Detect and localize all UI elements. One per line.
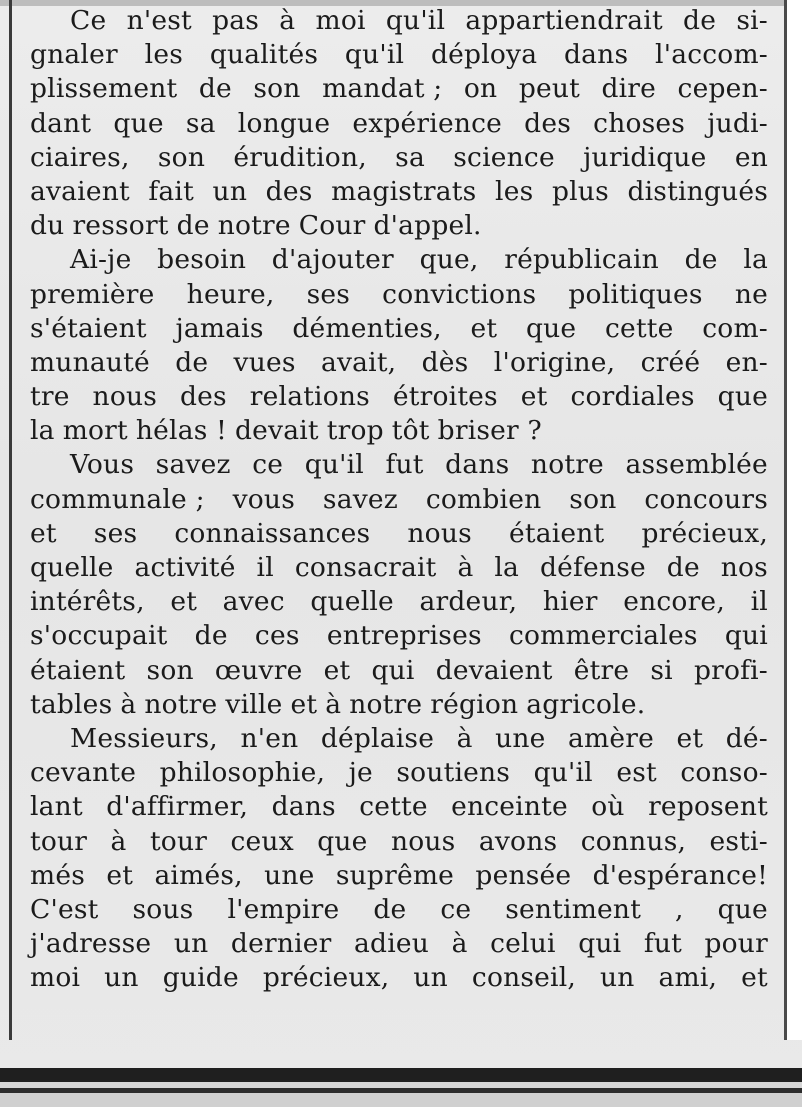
word: ce (440, 893, 472, 925)
word: dire (601, 73, 657, 105)
word: juridique (583, 141, 707, 173)
word: précieux, (641, 517, 768, 549)
word: fut (385, 449, 424, 481)
text-line (30, 961, 768, 995)
word: tour (30, 825, 88, 857)
word: défense (539, 552, 646, 583)
word: ville (225, 688, 283, 720)
word: cepen- (677, 73, 768, 105)
word: ne (734, 278, 768, 310)
word: qui (724, 620, 768, 652)
word: savez (322, 483, 398, 515)
word: et (30, 517, 57, 549)
word: combien (425, 483, 542, 515)
text-line (30, 517, 768, 551)
word: sentiment (505, 893, 642, 925)
word: profi- (693, 654, 768, 686)
word: encore, (623, 586, 725, 618)
word: qui (578, 928, 622, 960)
word: politiques (568, 278, 703, 310)
word: s'étaient (30, 312, 147, 344)
word: convictions (382, 278, 537, 310)
word: un (173, 928, 209, 960)
word: longue (237, 107, 331, 139)
word: on (463, 73, 498, 105)
word: un (104, 962, 139, 994)
word: il (256, 552, 274, 583)
word: d'espérance! (592, 859, 768, 891)
word: si- (736, 5, 768, 36)
word: plus (551, 175, 609, 207)
word: com- (702, 312, 768, 344)
word: commerciales (508, 620, 698, 652)
word: nous (407, 517, 472, 549)
word: esti- (709, 825, 768, 857)
word: , (675, 893, 684, 925)
word: démenties, (292, 312, 442, 344)
word: appartiendrait (465, 5, 663, 36)
word: déploya (431, 39, 538, 71)
word: choses (593, 107, 686, 139)
word: région (430, 688, 519, 720)
word: connaissances (174, 517, 371, 549)
word: avait, (320, 346, 397, 378)
word: dès (421, 346, 469, 378)
word: d'ajouter (271, 244, 394, 276)
word: je (348, 757, 373, 789)
word: agricole. (526, 688, 646, 720)
word: Cour (298, 210, 366, 242)
word: relations (249, 381, 370, 413)
word: être (573, 654, 630, 686)
word: dant (30, 107, 92, 139)
word: lant (30, 791, 83, 823)
word: à (110, 825, 127, 857)
word: des (265, 175, 313, 207)
word: munauté (30, 346, 150, 378)
text-line (30, 278, 768, 312)
word: si (650, 654, 673, 686)
word: républicain (504, 244, 659, 276)
word: dernier (230, 928, 332, 960)
word: Ce (70, 5, 107, 36)
word: cette (359, 791, 428, 823)
word: Ai-je (70, 244, 132, 276)
word: suprême (335, 859, 455, 891)
word: ciaires, (30, 141, 130, 173)
word: à (120, 688, 137, 720)
text-line (30, 448, 768, 482)
word: ses (306, 278, 351, 310)
word: est (616, 757, 657, 789)
word: enceinte (451, 791, 568, 823)
word: ce (252, 449, 284, 481)
text-line (30, 619, 768, 653)
article-body (30, 4, 768, 995)
word: mort (62, 415, 128, 447)
word: cette (605, 312, 674, 344)
word: adieu (354, 928, 430, 960)
word: devaient (435, 654, 553, 686)
word: et (323, 654, 351, 686)
word: C'est (30, 893, 99, 925)
word: plissement (30, 73, 178, 105)
word: la (743, 244, 768, 276)
word: une (495, 722, 546, 754)
text-line (30, 585, 768, 619)
word: la (494, 552, 520, 583)
word: précieux, (262, 962, 390, 994)
word: ressort (72, 210, 169, 242)
word: en (734, 141, 768, 173)
word: judi- (707, 107, 768, 139)
word: d'affirmer, (106, 791, 249, 823)
word: son (253, 73, 301, 105)
text-line (30, 38, 768, 72)
text-line (30, 209, 768, 243)
word: des (524, 107, 572, 139)
word: de (176, 210, 210, 242)
word: s'occupait (30, 620, 168, 652)
word: soutiens (396, 757, 511, 789)
word: dé- (725, 722, 768, 754)
word: et (741, 962, 768, 994)
word: et (106, 859, 134, 891)
word: quelle (310, 586, 394, 618)
left-column-rule (9, 0, 12, 1040)
word: nos (720, 552, 768, 583)
word: moi (315, 5, 366, 36)
text-line (30, 175, 768, 209)
word: que (717, 893, 768, 925)
text-line (30, 551, 768, 585)
word: qu'il (533, 757, 593, 789)
word: étaient (30, 654, 126, 686)
word: tour (149, 825, 208, 857)
text-line (30, 654, 768, 688)
word: dans (445, 449, 510, 481)
text-line (30, 859, 768, 893)
word: ami, (658, 962, 718, 994)
word: celui (490, 928, 556, 960)
word: més (30, 859, 86, 891)
word: consacrait (294, 552, 437, 583)
word: œuvre (214, 654, 303, 686)
word: heure, (186, 278, 275, 310)
word: cevante (30, 757, 137, 789)
word: assemblée (625, 449, 768, 481)
word: les (495, 175, 534, 207)
word: ses (93, 517, 138, 549)
word: ardeur, (419, 586, 518, 618)
word: l'empire (227, 893, 340, 925)
word: son (146, 654, 194, 686)
word: déplaise (320, 722, 435, 754)
word: Vous (70, 449, 135, 481)
word: la (30, 415, 55, 447)
word: briser ? (437, 415, 542, 447)
word: que, (419, 244, 479, 276)
word: trop (326, 415, 384, 447)
word: un (600, 962, 635, 994)
word: conseil, (471, 962, 577, 994)
word: entreprises (326, 620, 482, 652)
bottom-rule-base (0, 1093, 802, 1107)
text-line (30, 688, 768, 722)
word: pensée (475, 859, 572, 891)
word: notre (144, 688, 218, 720)
word: conso- (680, 757, 768, 789)
word: à (279, 5, 296, 36)
word: étroites (392, 381, 498, 413)
word: étaient (508, 517, 605, 549)
word: son (569, 483, 617, 515)
word: et (170, 586, 198, 618)
text-line (30, 927, 768, 961)
word: en- (725, 346, 768, 378)
word: et (290, 688, 318, 720)
word: qu'il (344, 39, 405, 71)
word: que (113, 107, 164, 139)
bottom-rules (0, 1068, 802, 1107)
word: guide (162, 962, 239, 994)
word: pas (212, 5, 260, 36)
word: philosophie, (159, 757, 326, 789)
word: connus, (580, 825, 687, 857)
word: intérêts, (30, 586, 145, 618)
word: nous (390, 825, 456, 857)
word: première (30, 278, 155, 310)
word: de (373, 893, 407, 925)
text-line (30, 243, 768, 277)
word: Messieurs, (70, 722, 218, 754)
word: du (30, 210, 65, 242)
text-line (30, 107, 768, 141)
word: tôt (391, 415, 430, 447)
word: à (457, 552, 474, 583)
word: une (264, 859, 315, 891)
word: et (676, 722, 704, 754)
word: qui (371, 654, 415, 686)
text-line (30, 4, 768, 38)
word: que (317, 825, 368, 857)
word: l'origine, (493, 346, 616, 378)
word: reposent (648, 791, 768, 823)
word: vous (232, 483, 296, 515)
word: concours (644, 483, 768, 515)
word: avaient (30, 175, 130, 207)
bottom-rule-thick (0, 1068, 802, 1082)
word: tables (30, 688, 113, 720)
text-line (30, 825, 768, 859)
word: science (453, 141, 555, 173)
word: avons (478, 825, 558, 857)
word: sous (132, 893, 194, 925)
word: qu'il (385, 5, 446, 36)
word: quelle (30, 552, 114, 583)
word: jamais (175, 312, 264, 344)
word: à (451, 928, 468, 960)
word: que (717, 381, 768, 413)
word: sa (185, 107, 216, 139)
word: et (520, 381, 548, 413)
word: des (179, 381, 227, 413)
word: n'en (240, 722, 299, 754)
text-line (30, 141, 768, 175)
word: érudition, (233, 141, 367, 173)
word: de (194, 620, 228, 652)
word: de (684, 244, 718, 276)
text-line (30, 72, 768, 106)
word: qu'il (304, 449, 364, 481)
word: amère (568, 722, 654, 754)
word: hélas ! (135, 415, 227, 447)
word: à (325, 688, 342, 720)
word: que (525, 312, 577, 344)
word: tre (30, 381, 70, 413)
text-line (30, 414, 768, 448)
word: de (683, 5, 717, 36)
word: cordiales (570, 381, 695, 413)
word: avec (222, 586, 285, 618)
word: devait (235, 415, 319, 447)
word: hier (542, 586, 598, 618)
word: dans (564, 39, 629, 71)
word: vues (233, 346, 296, 378)
word: notre (530, 449, 604, 481)
word: n'est (126, 5, 192, 36)
text-line (30, 346, 768, 380)
word: moi (30, 962, 81, 994)
word: activité (134, 552, 236, 583)
word: fait (148, 175, 194, 207)
word: savez (155, 449, 231, 481)
word: ceux (230, 825, 294, 857)
word: sa (395, 141, 425, 173)
word: notre (217, 210, 291, 242)
word: gnaler (30, 39, 118, 71)
word: dans (271, 791, 336, 823)
word: nous (92, 381, 158, 413)
text-line (30, 790, 768, 824)
word: l'accom- (655, 39, 768, 71)
word: communale ; (30, 483, 205, 515)
word: mandat ; (322, 73, 443, 105)
word: peut (518, 73, 580, 105)
word: ces (254, 620, 300, 652)
word: il (750, 586, 768, 618)
word: distingués (627, 175, 768, 207)
word: de (666, 552, 700, 583)
text-line (30, 312, 768, 346)
word: de (198, 73, 232, 105)
word: un (413, 962, 448, 994)
word: un (212, 175, 248, 207)
word: fut (643, 928, 682, 960)
word: magistrats (331, 175, 477, 207)
word: créé (640, 346, 701, 378)
word: d'appel. (373, 210, 482, 242)
text-line (30, 380, 768, 414)
word: qualités (209, 39, 319, 71)
word: les (144, 39, 184, 71)
word: à (456, 722, 473, 754)
text-line (30, 756, 768, 790)
word: où (591, 791, 625, 823)
word: aimés, (154, 859, 243, 891)
text-line (30, 483, 768, 517)
word: et (470, 312, 498, 344)
word: de (175, 346, 209, 378)
text-line (30, 722, 768, 756)
page-margin-strip (787, 0, 802, 1040)
word: besoin (157, 244, 247, 276)
text-line (30, 893, 768, 927)
word: j'adresse (30, 928, 152, 960)
word: notre (349, 688, 423, 720)
word: pour (704, 928, 768, 960)
word: son (157, 141, 206, 173)
word: expérience (352, 107, 503, 139)
